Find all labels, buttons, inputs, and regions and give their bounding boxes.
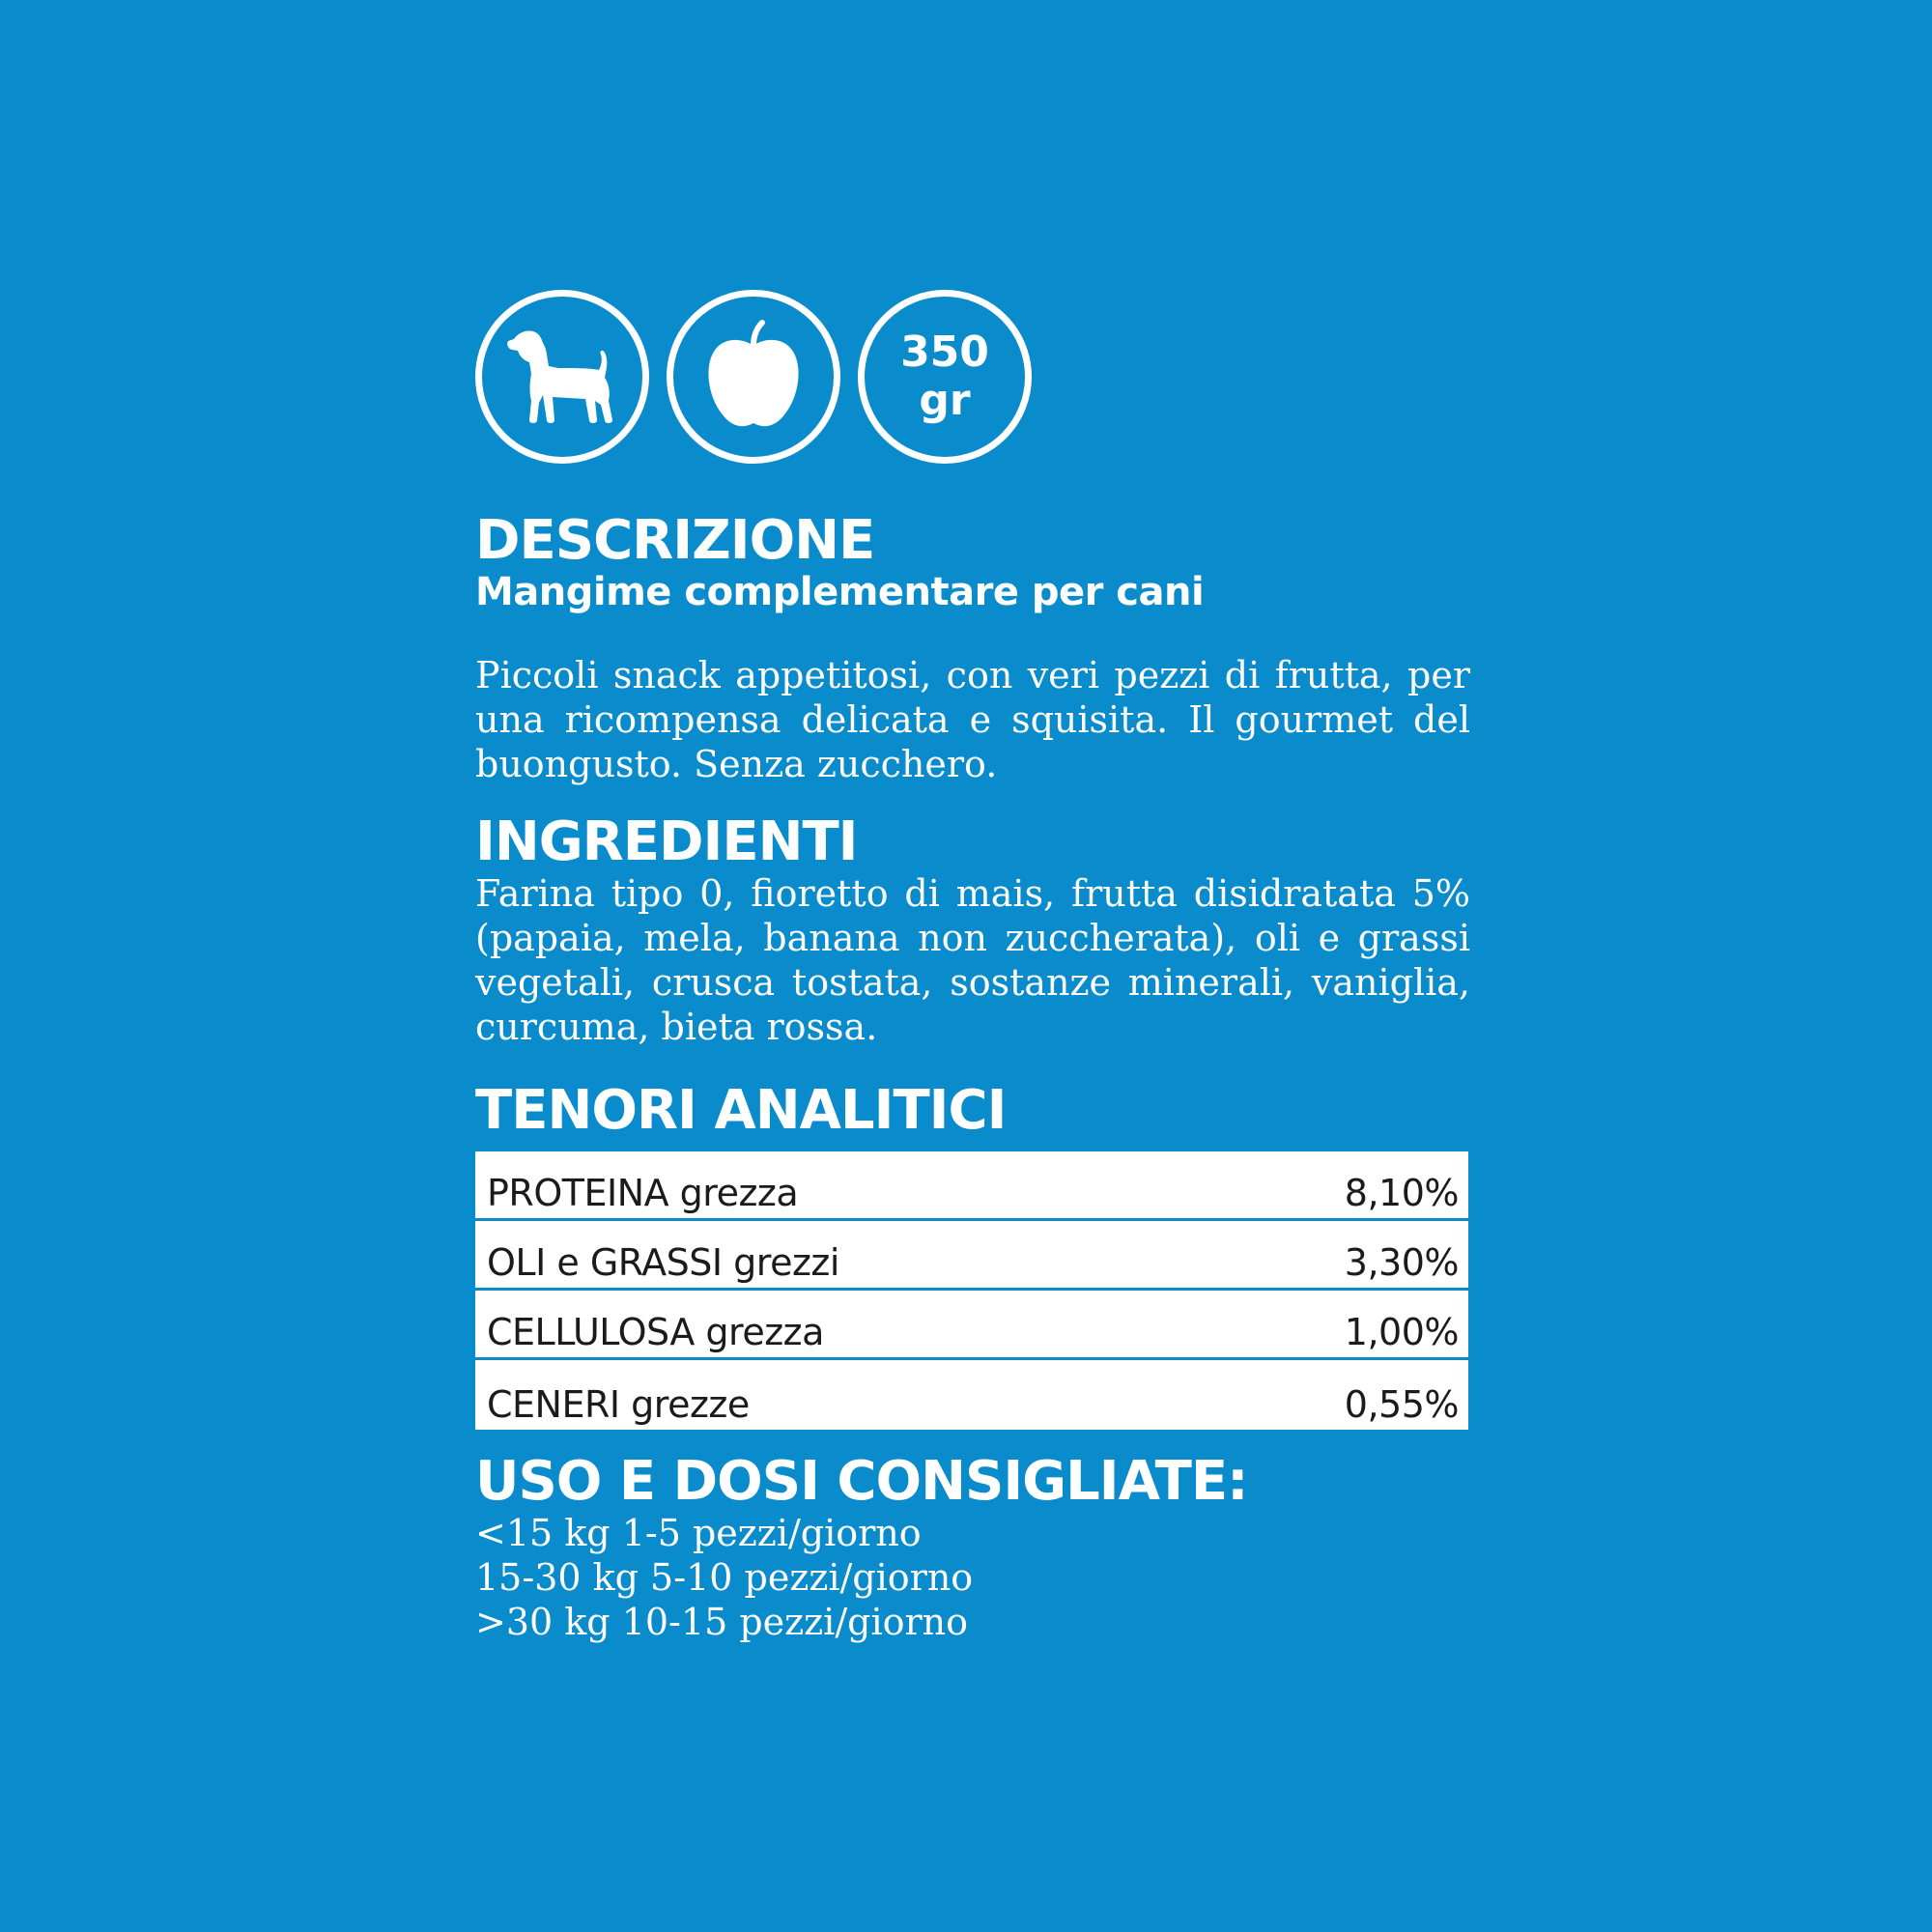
product-info	[475, 290, 1470, 1644]
weight-value: 350	[900, 327, 989, 377]
table-row	[475, 1360, 1468, 1430]
feature-icons	[475, 290, 1470, 464]
dog-badge	[475, 290, 649, 464]
row-label: PROTEINA grezza	[487, 1172, 799, 1214]
table-row	[475, 1221, 1468, 1291]
apple-badge	[667, 290, 840, 464]
row-value: 0,55%	[1344, 1383, 1459, 1426]
analytical-table	[475, 1151, 1468, 1430]
weight-badge	[858, 290, 1032, 464]
row-value: 3,30%	[1344, 1241, 1459, 1284]
row-value: 8,10%	[1344, 1172, 1459, 1214]
dog-icon	[504, 324, 620, 430]
usage-line: 15-30 kg 5-10 pezzi/giorno	[475, 1556, 974, 1599]
ingredients-heading: INGREDIENTI	[475, 810, 858, 873]
usage-section	[475, 1450, 1470, 1644]
ingredients-text: Farina tipo 0, fioretto di mais, frutta disidratata 5% (papaia, mela, banana non zuccherata), oli e grassi vegetali, crusca tostata, sostanze minerali, vaniglia, curcuma, bieta rossa.	[475, 872, 1470, 1048]
row-value: 1,00%	[1344, 1311, 1459, 1353]
row-label: CELLULOSA grezza	[487, 1311, 824, 1353]
apple-icon	[700, 319, 807, 435]
table-row	[475, 1151, 1468, 1221]
description-heading: DESCRIZIONE	[475, 509, 875, 572]
usage-line: >30 kg 10-15 pezzi/giorno	[475, 1601, 969, 1643]
row-label: CENERI grezze	[487, 1383, 750, 1426]
usage-line: <15 kg 1-5 pezzi/giorno	[475, 1512, 922, 1554]
description-text: Piccoli snack appetitosi, con veri pezzi di frutta, per una ricompensa delicata e squisita. Il gourmet del buongusto. Senza zucchero.	[475, 654, 1470, 785]
description-section	[475, 509, 1470, 786]
ingredients-section	[475, 810, 1470, 1049]
description-subheading: Mangime complementare per cani	[475, 570, 1205, 614]
analytical-heading: TENORI ANALITICI	[475, 1079, 1007, 1142]
row-label: OLI e GRASSI grezzi	[487, 1241, 839, 1284]
usage-heading: USO E DOSI CONSIGLIATE:	[475, 1450, 1248, 1513]
table-row	[475, 1291, 1468, 1360]
weight-unit: gr	[919, 376, 971, 425]
analytical-section	[475, 1079, 1470, 1430]
